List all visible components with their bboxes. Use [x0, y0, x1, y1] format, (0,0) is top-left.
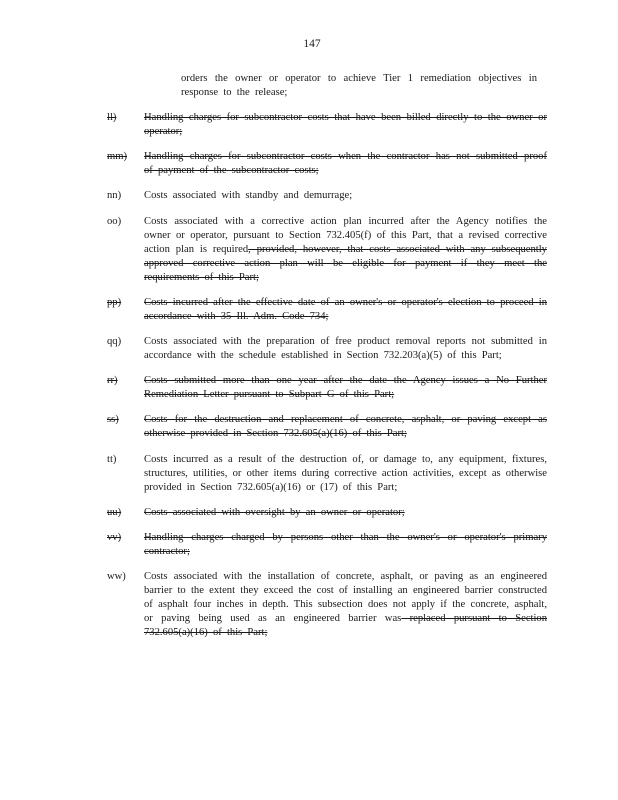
list-item: [107, 506, 547, 520]
item-text: [144, 111, 547, 139]
item-text: [144, 150, 547, 178]
item-plain-text: Costs associated with standby and demurrage;: [144, 190, 353, 202]
list-item: [107, 215, 547, 285]
item-text: [144, 453, 547, 495]
page-number: 147: [303, 38, 321, 50]
item-plain-text: Costs associated with a corrective action plan incurred after the Agency notifies the owner or operator, pursuant to Section 732.405(f) of this Part, that a revised corrective action plan is required: [144, 215, 547, 255]
item-text: [144, 531, 547, 559]
item-label: tt): [107, 453, 117, 465]
item-label: qq): [107, 336, 122, 348]
list-item: [107, 413, 547, 441]
item-struck-text: Costs associated with oversight by an owner or operator;: [144, 506, 405, 518]
item-struck-text: Costs incurred after the effective date of an owner's or operator's election to proceed in accordance with 35 Ill. Adm. Code 734;: [144, 296, 547, 323]
item-label: ww): [107, 571, 126, 583]
item-struck-text: , provided, however, that costs associated with any subsequently approved corrective action plan will be eligible for payment if they meet the requirements of this Part;: [144, 243, 547, 283]
item-label: vv): [107, 531, 122, 543]
item-struck-text: Costs for the destruction and replacement of concrete, asphalt, or paving except as otherwise provided in Section 732.605(a)(16) of this Part;: [144, 414, 547, 440]
item-label: uu): [107, 506, 122, 518]
item-label: nn): [107, 190, 122, 202]
list-item: [107, 453, 547, 495]
continuation-paragraph: orders the owner or operator to achieve Tier 1 remediation objectives in response to the release;: [181, 73, 537, 99]
list-item: [107, 531, 547, 559]
item-text: [144, 189, 547, 203]
item-text: [144, 374, 547, 402]
item-text: [144, 215, 547, 285]
item-plain-text: Costs associated with the preparation of free product removal reports not submitted in accordance with the schedule established in Section 732.203(a)(5) of this Part;: [144, 336, 547, 362]
cost-item-list: [107, 111, 547, 640]
item-label: mm): [107, 151, 128, 163]
document-body: [107, 72, 547, 640]
item-text: [144, 335, 547, 363]
item-struck-text: Handling charges charged by persons other than the owner's or operator's primary contractor;: [144, 531, 547, 557]
list-item: [107, 296, 547, 324]
list-item: [107, 335, 547, 363]
item-label: oo): [107, 215, 122, 227]
item-struck-text: Handling charges for subcontractor costs that have been billed directly to the owner or operator;: [144, 112, 547, 138]
item-label: pp): [107, 296, 122, 308]
item-label: ss): [107, 414, 119, 426]
item-plain-text: Costs associated with the installation of concrete, asphalt, or paving as an engineered barrier to the extent they exceed the cost of installing an engineered barrier constructed of asphalt four inches in depth. This subsection does not apply if the concrete, asphalt, or paving being used as an engineered barrier was: [144, 571, 547, 625]
list-item: [107, 374, 547, 402]
item-plain-text: Costs incurred as a result of the destruction of, or damage to, any equipment, fixtures, structures, utilities, or other items during corrective action activities, except as otherwise provided in Section 732.605(a)(16) or (17) of this Part;: [144, 453, 547, 493]
item-text: [144, 296, 547, 324]
item-struck-text: Costs submitted more than one year after the date the Agency issues a No Further Remediation Letter pursuant to Subpart G of this Part;: [144, 375, 547, 401]
item-struck-text: replaced pursuant to Section 732.605(a)(16) of this Part;: [144, 613, 548, 639]
list-item: [107, 111, 547, 139]
item-text: [144, 570, 547, 640]
item-label: ll): [107, 112, 117, 124]
item-label: rr): [107, 375, 118, 387]
item-text: [144, 506, 547, 520]
list-item: [107, 150, 547, 178]
item-text: [144, 413, 547, 441]
item-struck-text: Handling charges for subcontractor costs when the contractor has not submitted proof of payment of the subcontractor costs;: [144, 151, 547, 177]
list-item: [107, 189, 547, 203]
list-item: [107, 570, 547, 640]
